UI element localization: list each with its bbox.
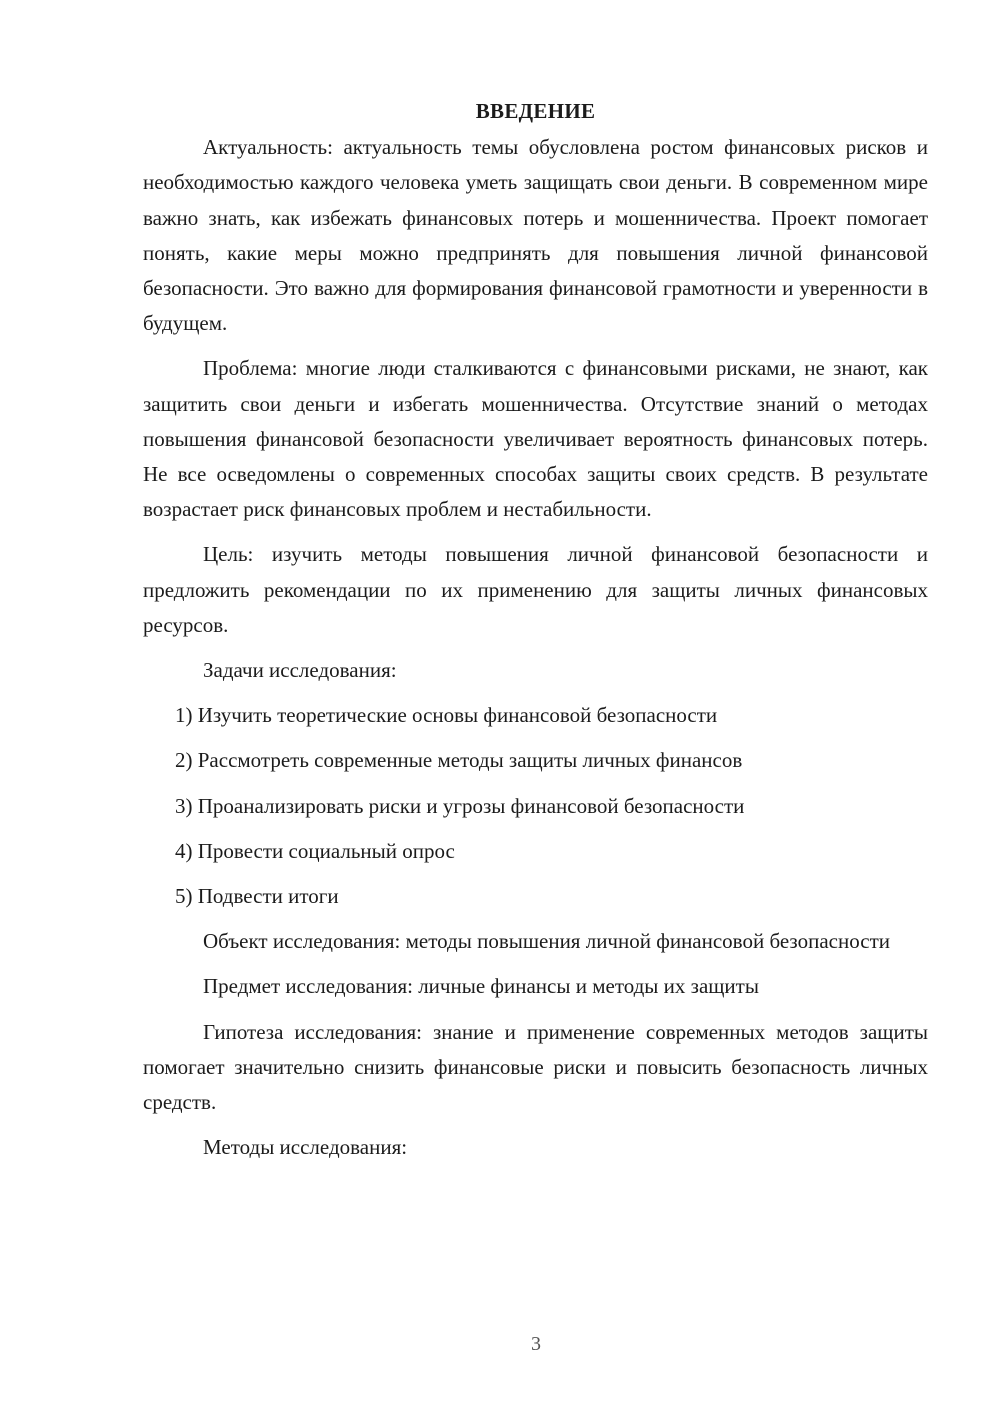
- tasks-heading: Задачи исследования:: [203, 657, 397, 682]
- tasks-list: [143, 698, 928, 914]
- list-item: 1) Изучить теоретические основы финансовой безопасности: [175, 702, 718, 727]
- goal-paragraph: Цель: изучить методы повышения личной финансовой безопасности и предложить рекомендации по их применению для защиты личных финансовых ресурсов.: [143, 542, 928, 637]
- page-number: 3: [531, 1333, 541, 1355]
- section-title: ВВЕДЕНИЕ: [475, 99, 596, 123]
- relevance-paragraph: Актуальность: актуальность темы обусловлена ростом финансовых рисков и необходимостью каждого человека уметь защищать свои деньги. В современном мире важно знать, как избежать финансовых потерь и мошенничества. Проект помогает понять, какие меры можно предпринять для повышения личной финансовой безопасности. Это важно для формирования финансовой грамотности и уверенности в будущем.: [143, 135, 928, 336]
- page-body: [143, 94, 928, 1175]
- subject-paragraph: Предмет исследования: личные финансы и методы их защиты: [203, 974, 759, 999]
- object-paragraph: Объект исследования: методы повышения личной финансовой безопасности: [203, 929, 890, 954]
- list-item: 4) Провести социальный опрос: [175, 838, 455, 863]
- hypothesis-paragraph: Гипотеза исследования: знание и применение современных методов защиты помогает значительно снизить финансовые риски и повысить безопасность личных средств.: [143, 1019, 928, 1115]
- list-item: 5) Подвести итоги: [175, 884, 339, 909]
- problem-paragraph: Проблема: многие люди сталкиваются с финансовыми рисками, не знают, как защитить свои деньги и избегать мошенничества. Отсутствие знаний о методах повышения финансовой безопасности увеличивает вероятность финансовых потерь. Не все осведомлены о современных способах защиты своих средств. В результате возрастает риск финансовых проблем и нестабильности.: [143, 356, 928, 522]
- list-item: 2) Рассмотреть современные методы защиты личных финансов: [175, 748, 743, 773]
- list-item: 3) Проанализировать риски и угрозы финансовой безопасности: [175, 793, 745, 818]
- methods-heading: Методы исследования:: [203, 1134, 408, 1159]
